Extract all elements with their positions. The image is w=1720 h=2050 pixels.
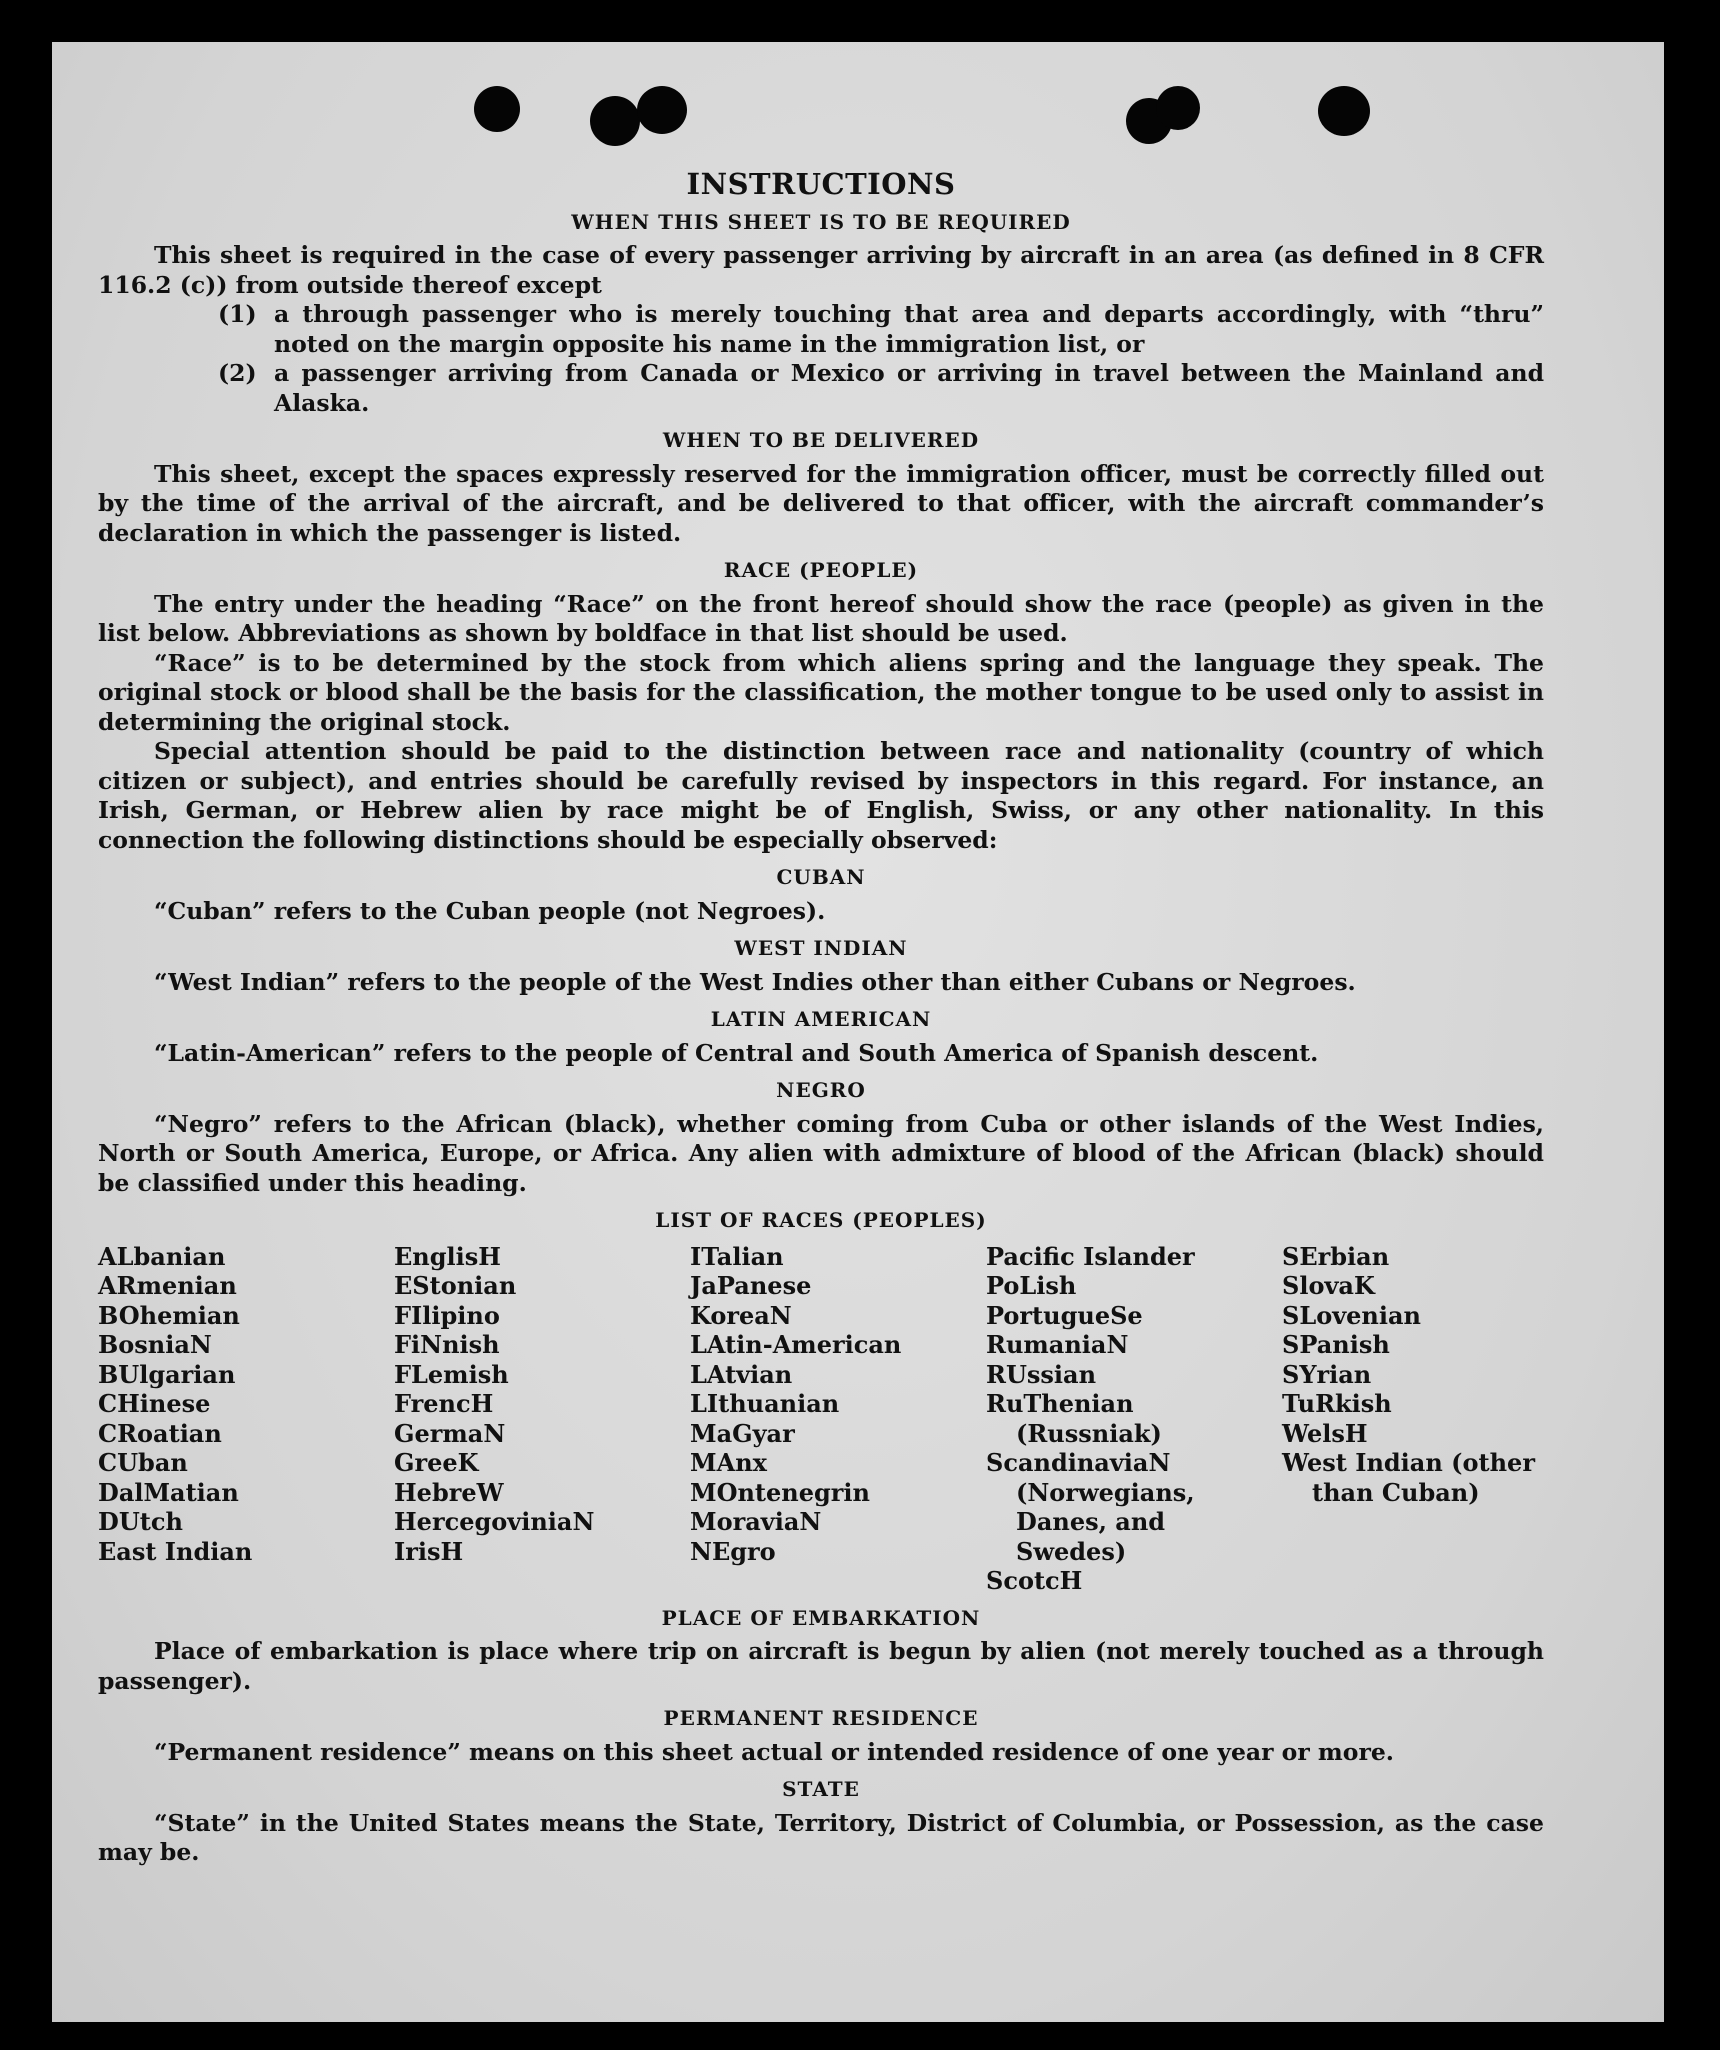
- section-heading: WHEN TO BE DELIVERED: [662, 428, 980, 452]
- section-heading: STATE: [782, 1777, 860, 1801]
- race-entry: NEgro: [690, 1536, 776, 1566]
- race-entry: MoraviaN: [690, 1507, 822, 1536]
- paragraph: The entry under the heading “Race” on the front hereof should show the race (people) as given in the list below. Abbreviations as shown by boldface in that list should be used.: [98, 589, 1544, 647]
- section-heading: LIST OF RACES (PEOPLES): [655, 1208, 987, 1232]
- race-entry: MaGyar: [690, 1418, 795, 1448]
- race-entry: CRoatian: [98, 1418, 222, 1448]
- race-list: [98, 1242, 1544, 1596]
- paragraph: “Cuban” refers to the Cuban people (not Negroes).: [154, 896, 826, 925]
- paragraph: This sheet, except the spaces expressly reserved for the immigration officer, must be correctly filled out by the time of the arrival of the aircraft, and be delivered to that officer, with the aircraft commander’s declaration in which the passenger is listed.: [98, 459, 1544, 547]
- race-entry: PoLish: [986, 1271, 1077, 1300]
- race-column: [690, 1242, 986, 1596]
- race-entry: BosniaN: [98, 1330, 212, 1359]
- paragraph: “State” in the United States means the State, Territory, District of Columbia, or Possession, as the case may be.: [98, 1808, 1544, 1866]
- race-entry: PortugueSe: [986, 1300, 1143, 1330]
- race-entry: GreeK: [394, 1448, 479, 1477]
- race-entry: SPanish: [1282, 1330, 1390, 1359]
- section-heading: LATIN AMERICAN: [710, 1007, 932, 1031]
- section-heading: CUBAN: [776, 865, 866, 889]
- race-entry: LAtvian: [690, 1359, 793, 1389]
- race-entry: KoreaN: [690, 1300, 792, 1330]
- instructions-body: [98, 167, 1544, 1868]
- race-entry: CUban: [98, 1448, 188, 1477]
- race-entry: DalMatian: [98, 1477, 239, 1507]
- punch-hole: [1156, 86, 1200, 130]
- paragraph: Place of embarkation is place where trip on aircraft is begun by alien (not merely touched as a through passenger).: [98, 1637, 1544, 1695]
- document-page: [52, 42, 1664, 2022]
- race-entry: ScandinaviaN (Norwegians, Danes, and Swedes): [986, 1448, 1195, 1566]
- section-heading: PLACE OF EMBARKATION: [661, 1605, 981, 1630]
- race-entry: CHinese: [98, 1389, 211, 1418]
- page-title: INSTRUCTIONS: [686, 167, 956, 201]
- section-heading: WHEN THIS SHEET IS TO BE REQUIRED: [571, 209, 1071, 234]
- section-heading: RACE (PEOPLE): [723, 558, 919, 582]
- race-entry: SLovenian: [1282, 1300, 1421, 1330]
- paragraph: Special attention should be paid to the distinction between race and nationality (country of which citizen or subject), and entries should be carefully revised by inspectors in this regard. For instance, an Irish, German, or Hebrew alien by race might be of English, Swiss, or any other nationality. In this connection the following distinctions should be especially observed:: [98, 737, 1544, 854]
- punch-hole: [637, 86, 687, 134]
- race-entry: ScotcH: [986, 1566, 1083, 1595]
- item-number: (1): [218, 300, 257, 328]
- race-entry: EnglisH: [394, 1241, 501, 1271]
- race-entry: BOhemian: [98, 1300, 240, 1330]
- race-entry: RuThenian (Russniak): [986, 1389, 1162, 1448]
- paragraph: “Race” is to be determined by the stock from which aliens spring and the language they speak. The original stock or blood shall be the basis for the classification, the mother tongue to be used only to assist in determining the original stock.: [98, 648, 1544, 736]
- race-entry: TuRkish: [1282, 1389, 1392, 1418]
- race-entry: Pacific Islander: [986, 1241, 1195, 1271]
- race-entry: WelsH: [1282, 1418, 1368, 1448]
- paragraph: “Negro” refers to the African (black), whether coming from Cuba or other islands of the West Indies, North or South America, Europe, or Africa. Any alien with admixture of blood of the African (black) should be classified under this heading.: [98, 1109, 1544, 1197]
- race-entry: FLemish: [394, 1359, 509, 1389]
- section-heading: WEST INDIAN: [734, 936, 908, 960]
- race-entry: MOntenegrin: [690, 1477, 870, 1507]
- paragraph: “Latin-American” refers to the people of Central and South America of Spanish descent.: [154, 1038, 1319, 1067]
- race-entry: BUlgarian: [98, 1359, 236, 1389]
- race-entry: RUssian: [986, 1359, 1097, 1389]
- race-entry: EStonian: [394, 1271, 517, 1300]
- race-entry: SYrian: [1282, 1359, 1372, 1389]
- race-entry: ALbanian: [98, 1241, 226, 1271]
- race-column: [986, 1242, 1282, 1596]
- punch-hole: [1318, 86, 1370, 136]
- list-item: [98, 359, 1544, 418]
- race-entry: FiNnish: [394, 1330, 500, 1359]
- race-entry: JaPanese: [690, 1271, 812, 1300]
- section-heading: PERMANENT RESIDENCE: [663, 1706, 979, 1730]
- race-entry: ITalian: [690, 1241, 784, 1271]
- section-heading: NEGRO: [776, 1078, 866, 1102]
- race-entry: LAtin-American: [690, 1330, 902, 1359]
- race-entry: FIlipino: [394, 1300, 500, 1330]
- item-text: a passenger arriving from Canada or Mexico or arriving in travel between the Mainland and Alaska.: [274, 359, 1544, 417]
- punch-hole: [590, 96, 640, 146]
- race-entry: GermaN: [394, 1418, 506, 1448]
- race-entry: MAnx: [690, 1448, 767, 1477]
- race-entry: HercegoviniaN: [394, 1507, 595, 1536]
- race-entry: SErbian: [1282, 1241, 1390, 1271]
- paragraph: This sheet is required in the case of every passenger arriving by aircraft in an area (as defined in 8 CFR 116.2 (c)) from outside thereof except: [98, 241, 1544, 299]
- race-entry: DUtch: [98, 1507, 183, 1536]
- race-entry: LIthuanian: [690, 1389, 840, 1418]
- punch-hole: [474, 86, 520, 132]
- race-entry: FrencH: [394, 1389, 494, 1418]
- item-number: (2): [218, 359, 257, 387]
- race-entry: IrisH: [394, 1536, 464, 1566]
- paragraph: “Permanent residence” means on this sheet actual or intended residence of one year or more.: [154, 1737, 1394, 1766]
- paragraph: “West Indian” refers to the people of the West Indies other than either Cubans or Negroes.: [154, 967, 1356, 996]
- race-column: [1282, 1242, 1544, 1596]
- race-entry: ARmenian: [98, 1271, 237, 1300]
- race-column: [98, 1242, 394, 1596]
- list-item: [98, 300, 1544, 359]
- item-text: a through passenger who is merely touching that area and departs accordingly, with “thru” noted on the margin opposite his name in the immigration list, or: [274, 300, 1544, 358]
- race-entry: RumaniaN: [986, 1330, 1129, 1359]
- race-entry: East Indian: [98, 1536, 253, 1566]
- race-entry: West Indian (other than Cuban): [1282, 1448, 1535, 1507]
- race-column: [394, 1242, 690, 1596]
- race-entry: SlovaK: [1282, 1271, 1375, 1300]
- race-entry: HebreW: [394, 1477, 504, 1507]
